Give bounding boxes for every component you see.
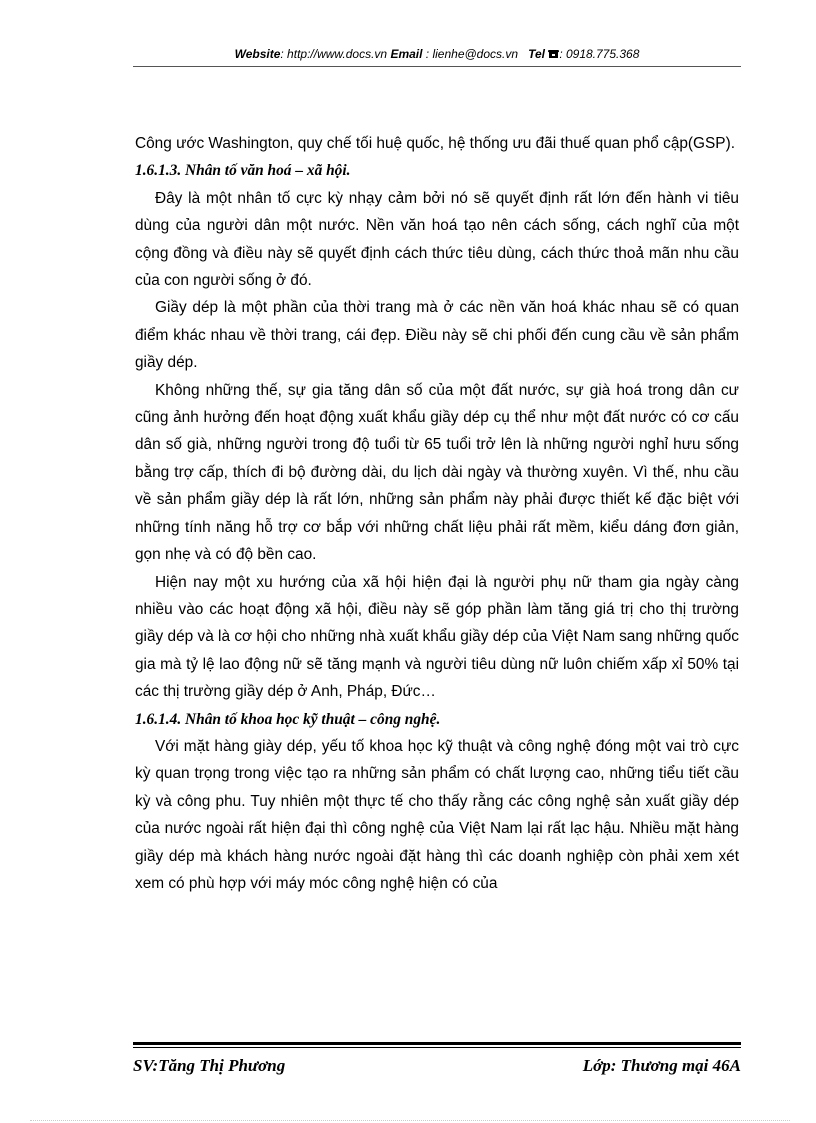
section-heading-1-6-1-3: 1.6.1.3. Nhân tố văn hoá – xã hội. [135,162,351,180]
website-label: Website [234,47,281,61]
email-value: : lienhe@docs.vn [422,47,519,61]
phone-icon [548,47,559,61]
tel-label: Tel [528,47,545,61]
header-divider [133,66,741,67]
document-body [135,130,739,897]
paragraph-4: Không những thế, sự gia tăng dân số của một đất nước, sự già hoá trong dân cư cũng ảnh hưởng đến hoạt động xuất khẩu giầy dép cụ thể như một đất nước có cơ cấu dân số già, những người trong độ tuổi từ 65 tuổi trở lên là những người nghỉ hưu sống bằng trợ cấp, thích đi bộ đường dài, du lịch dài ngày và thường xuyên. Vì thế, nhu cầu về sản phẩm giầy dép là rất lớn, những sản phẩm này phải được thiết kế đặc biệt với những tính năng hỗ trợ cơ bắp với những chất liệu phải rất mềm, kiểu dáng đơn giản, gọn nhẹ và có độ bền cao. [135,381,739,564]
page-header [133,47,741,61]
email-label: Email [390,47,423,61]
footer-class: Lớp: Thương mại 46A [582,1056,741,1075]
paragraph-5: Hiện nay một xu hướng của xã hội hiện đại là người phụ nữ tham gia ngày càng nhiều vào các hoạt động xã hội, điều này sẽ góp phần làm tăng giá trị cho thị trường giầy dép và là cơ hội cho những nhà xuất khẩu giầy dép của Việt Nam sang những quốc gia mà tỷ lệ lao động nữ sẽ tăng mạnh và người tiêu dùng nữ luôn chiếm xấp xỉ 50% tại các thị trường giầy dép ở Anh, Pháp, Đức… [135,573,739,701]
website-value: : http://www.docs.vn [280,47,388,61]
paragraph-2: Đây là một nhân tố cực kỳ nhạy cảm bởi nó sẽ quyết định rất lớn đến hành vi tiêu dùng của người dân một nước. Nền văn hoá tạo nên cách sống, cách nghĩ của một cộng đồng và điều này sẽ quyết định cách thức tiêu dùng, cách thức thoả mãn nhu cầu của con người sống ở đó. [135,189,739,290]
paragraph-3: Giầy dép là một phần của thời trang mà ở các nền văn hoá khác nhau sẽ có quan điểm khác nhau về thời trang, cái đẹp. Điều này sẽ chi phối đến cung cầu về sản phẩm giầy dép. [135,299,739,372]
footer-divider-thin [133,1047,741,1048]
page-bottom-edge [30,1120,790,1121]
section-heading-1-6-1-4: 1.6.1.4. Nhân tố khoa học kỹ thuật – công nghệ. [135,710,441,728]
footer-student: SV:Tăng Thị Phương [133,1056,286,1075]
paragraph-6: Với mặt hàng giày dép, yếu tố khoa học kỹ thuật và công nghệ đóng một vai trò cực kỳ quan trọng trong việc tạo ra những sản phẩm có chất lượng cao, những tiểu tiết cầu kỳ và công phu. Tuy nhiên một thực tế cho thấy rằng các công nghệ sản xuất giầy dép của nước ngoài rất hiện đại thì công nghệ của Việt Nam lại rất lạc hậu. Nhiều mặt hàng giầy dép mà khách hàng nước ngoài đặt hàng thì các doanh nghiệp còn phải xem xét xem có phù hợp với máy móc công nghệ hiện có của [135,737,739,892]
paragraph-1: Công ước Washington, quy chế tối huệ quốc, hệ thống ưu đãi thuế quan phổ cập(GSP). [135,135,735,152]
tel-value: : 0918.775.368 [559,47,640,61]
footer-divider-thick [133,1042,741,1045]
